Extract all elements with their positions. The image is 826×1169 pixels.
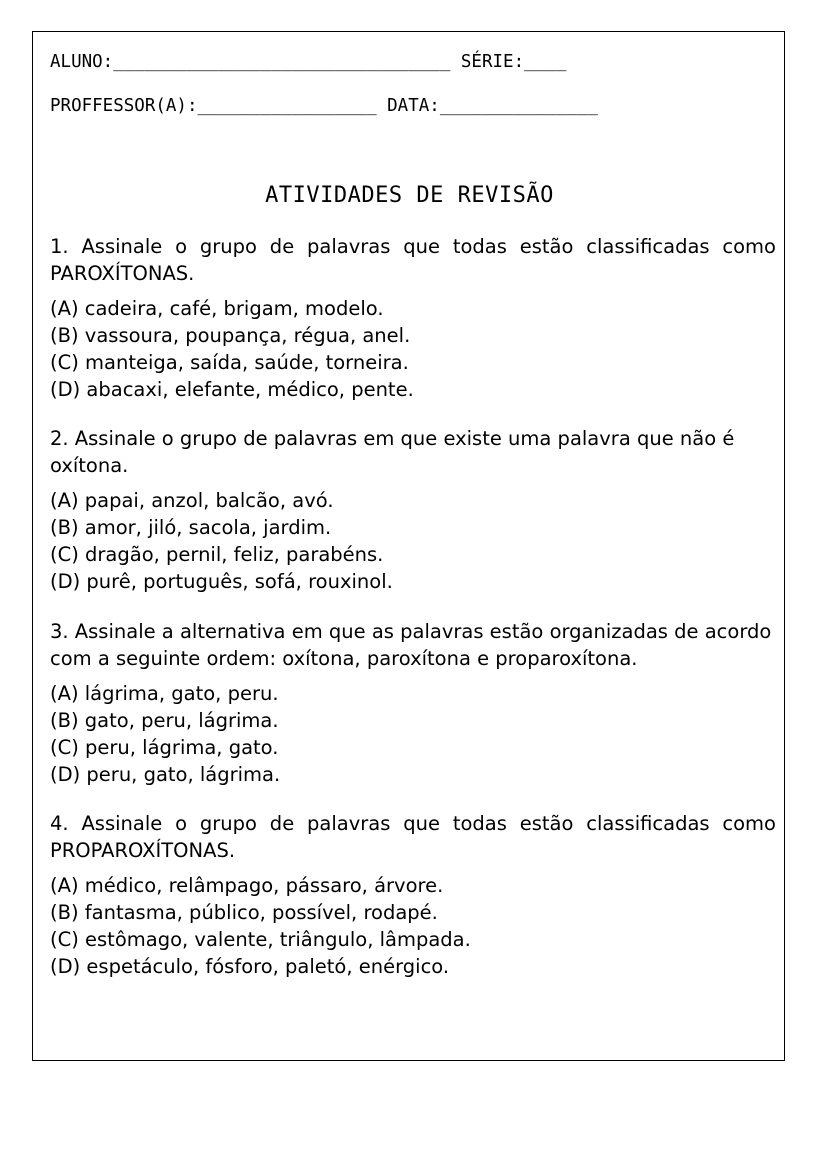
question-4-option-b: (B) fantasma, público, possível, rodapé. [50, 901, 438, 924]
question-2-option-b: (B) amor, jiló, sacola, jardim. [50, 516, 332, 539]
worksheet-border [32, 31, 785, 1061]
question-3-text: 3. Assinale a alternativa em que as palavras estão organizadas de acordo com a seguinte ordem: oxítona, paroxítona e proparoxítona. [50, 620, 772, 670]
question-3-option-a: (A) lágrima, gato, peru. [50, 682, 279, 705]
question-2-option-c: (C) dragão, pernil, feliz, parabéns. [50, 543, 384, 566]
question-3-option-b: (B) gato, peru, lágrima. [50, 709, 279, 732]
question-4-text: 4. Assinale o grupo de palavras que todas estão classificadas como PROPAROXÍTONAS. [50, 812, 776, 862]
question-2 [50, 425, 776, 595]
question-3 [50, 618, 776, 788]
question-4-option-c: (C) estômago, valente, triângulo, lâmpada. [50, 928, 471, 951]
question-3-option-c: (C) peru, lágrima, gato. [50, 736, 279, 759]
question-1-option-d: (D) abacaxi, elefante, médico, pente. [50, 378, 414, 401]
question-2-option-d: (D) purê, português, sofá, rouxinol. [50, 570, 393, 593]
question-4 [50, 810, 776, 980]
question-2-option-a: (A) papai, anzol, balcão, avó. [50, 489, 334, 512]
page-title: ATIVIDADES DE REVISÃO [265, 183, 554, 208]
question-1-option-a: (A) cadeira, café, brigam, modelo. [50, 297, 384, 320]
question-1 [50, 233, 776, 403]
question-3-option-d: (D) peru, gato, lágrima. [50, 763, 281, 786]
question-1-option-b: (B) vassoura, poupança, régua, anel. [50, 324, 411, 347]
question-1-option-c: (C) manteiga, saída, saúde, torneira. [50, 351, 409, 374]
student-series-line: ALUNO:________________________________ SÉRIE:____ [50, 52, 567, 72]
question-1-text: 1. Assinale o grupo de palavras que todas estão classificadas como PAROXÍTONAS. [50, 235, 776, 285]
question-4-option-d: (D) espetáculo, fósforo, paletó, enérgico. [50, 955, 450, 978]
teacher-date-line: PROFFESSOR(A):_________________ DATA:_______________ [50, 96, 598, 116]
questions-list [50, 233, 776, 980]
question-2-text: 2. Assinale o grupo de palavras em que existe uma palavra que não é oxítona. [50, 427, 735, 477]
question-4-option-a: (A) médico, relâmpago, pássaro, árvore. [50, 874, 444, 897]
